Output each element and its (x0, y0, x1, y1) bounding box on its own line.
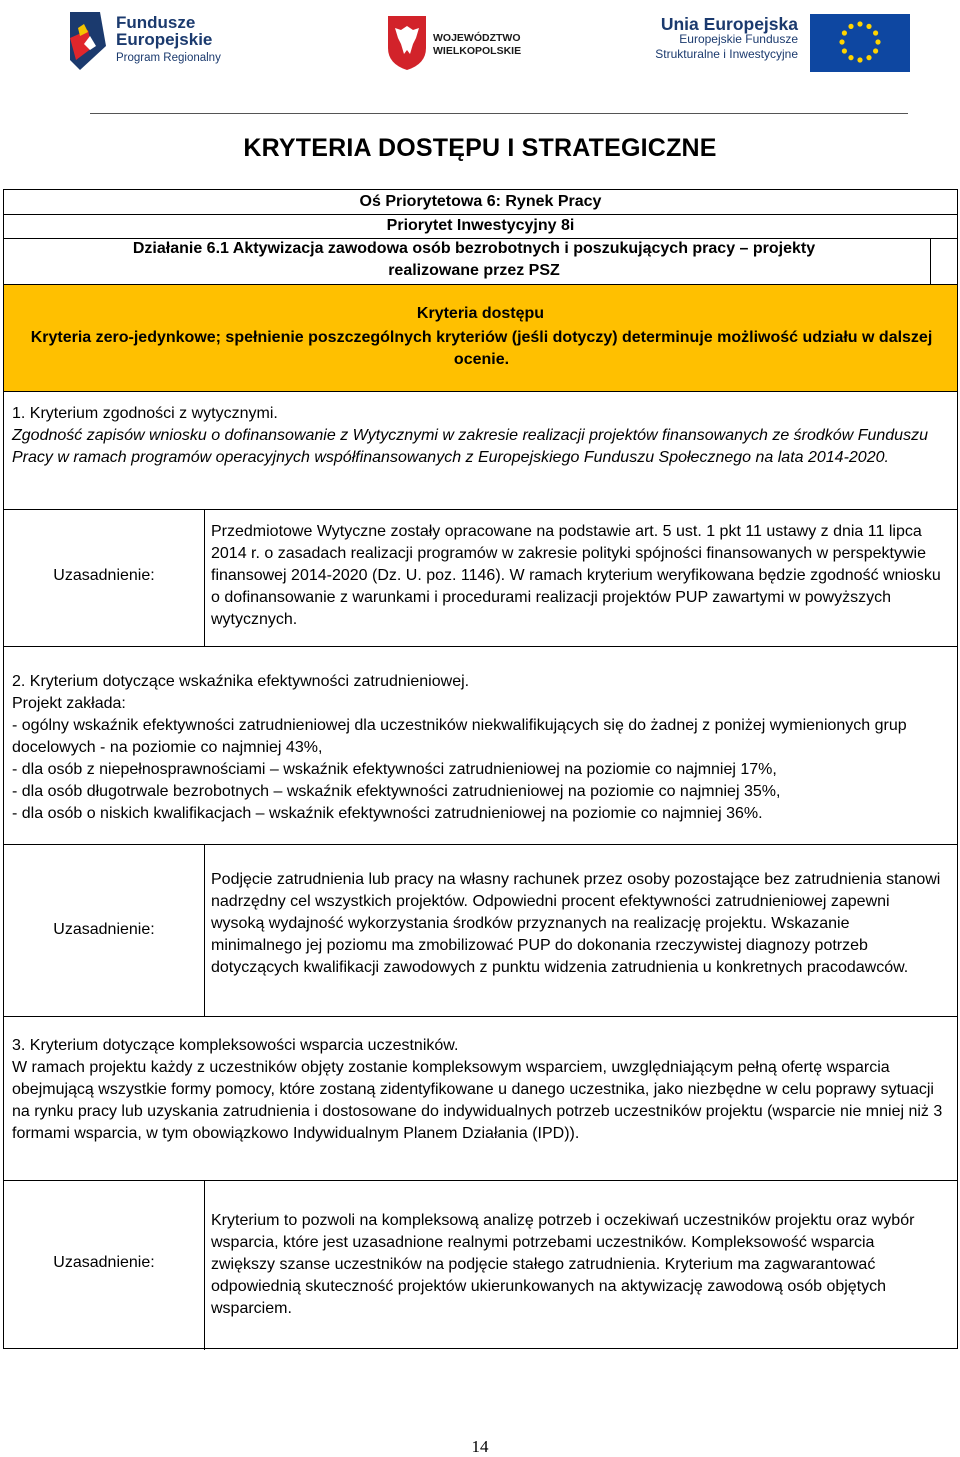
row-divider (4, 844, 957, 845)
header-divider (90, 113, 908, 114)
logo-ww-line1: WOJEWÓDZTWO (433, 32, 521, 44)
row-divider (4, 1180, 957, 1181)
action-title (44, 238, 904, 282)
logo-fe-line2: Europejskie (116, 30, 213, 49)
fundusze-europejskie-logo (66, 10, 246, 74)
cell-divider (204, 509, 205, 646)
logo-ww-line2: WIELKOPOLSKIE (433, 45, 522, 57)
row-divider (4, 1016, 957, 1017)
criterion-1 (12, 403, 947, 469)
logo-ue-line3: Strukturalne i Inwestycyjne (655, 47, 798, 61)
criterion-1-title: 1. Kryterium zgodności z wytycznymi. (12, 405, 278, 422)
fundusze-europejskie-emblem-icon (66, 10, 110, 74)
priority-axis: Oś Priorytetowa 6: Rynek Pracy (359, 193, 602, 210)
criterion-3-body: W ramach projektu każdy z uczestników objęty zostanie kompleksowym wsparciem, uwzględniającym pełną ofertę wsparcia obejmującą wszystkie formy pomocy, które zostaną zidentyfikowane u danego uczestnika, jako niezbędne w celu poprawy sytuacji na rynku pracy lub uzyskania zatrudnienia i dostosowane do indywidualnych potrzeb uczestników projektu (wsparcie nie mniej niż 3 formami wsparcia, w tym obowiązkowo Indywidualnym Planem Działania (IPD)). (12, 1059, 943, 1142)
cell-divider (204, 844, 205, 1016)
cell-divider (930, 238, 931, 284)
page-title: KRYTERIA DOSTĘPU I STRATEGICZNE (243, 134, 717, 162)
row-divider (4, 214, 957, 215)
criterion-2-item: - dla osób o niskich kwalifikacjach – wskaźnik efektywności zatrudnieniowej na poziomie co najmniej 36%. (12, 805, 763, 822)
action-title-line2: realizowane przez PSZ (388, 262, 560, 279)
criterion-3-title: 3. Kryterium dotyczące kompleksowości wsparcia uczestników. (12, 1037, 459, 1054)
criterion-1-body: Zgodność zapisów wniosku o dofinansowanie z Wytycznymi w zakresie realizacji projektów finansowanych ze środków Funduszu Pracy w ramach programów operacyjnych współfinansowanych z Europejskiego Funduszu Społecznego na lata 2014-2020. (12, 427, 928, 466)
eu-flag-icon (810, 14, 910, 72)
action-title-line1: Działanie 6.1 Aktywizacja zawodowa osób bezrobotnych i poszukujących pracy – projekty (132, 240, 816, 257)
row-divider (4, 509, 957, 510)
logo-ue-line2: Europejskie Fundusze (679, 32, 798, 46)
justification-label-1: Uzasadnienie: (53, 567, 155, 584)
access-criteria-band (4, 284, 957, 392)
criterion-2-title: 2. Kryterium dotyczące wskaźnika efektywności zatrudnieniowej. (12, 673, 470, 690)
header-logos (0, 0, 960, 96)
logo-fe-line1: Fundusze (116, 13, 196, 32)
criterion-2-item: - ogólny wskaźnik efektywności zatrudnieniowej dla uczestników niekwalifikujących się do żadnej z poniżej wymienionych grup docelowych - na poziomie co najmniej 43%, (12, 717, 907, 756)
criterion-2-item: - dla osób długotrwale bezrobotnych – wskaźnik efektywności zatrudnieniowej na poziomie co najmniej 35%, (12, 783, 781, 800)
investment-priority: Priorytet Inwestycyjny 8i (386, 217, 575, 234)
justification-label-3: Uzasadnienie: (53, 1254, 155, 1271)
access-criteria-description: Kryteria zero-jedynkowe; spełnienie poszczególnych kryteriów (jeśli dotyczy) determinuje możliwość udziału w dalszej ocenie. (30, 329, 933, 368)
wojewodztwo-wielkopolskie-logo (386, 14, 536, 74)
logo-fe-line3: Program Regionalny (116, 52, 221, 64)
justification-2: Podjęcie zatrudnienia lub pracy na własny rachunek przez osoby pozostające bez zatrudnienia stanowi nadrzędny cel wszystkich projektów. Odpowiedni procent efektywności zatrudnieniowej zapewni wysoką wydajność wykorzystania środków przyznanych na realizację projektu. Wskazanie minimalnego jej poziomu ma zmobilizować PUP do dokonania rzeczywistej diagnozy potrzeb dotyczących kwalifikacji zawodowych z punktu widzenia zatrudnienia u konkretnych pracodawców. (211, 871, 941, 976)
criterion-2-item: - dla osób z niepełnosprawnościami – wskaźnik efektywności zatrudnieniowej na poziomie co najmniej 17%, (12, 761, 777, 778)
justification-3: Kryterium to pozwoli na kompleksową analizę potrzeb i oczekiwań uczestników projektu oraz wybór wsparcia, które jest uzasadnione realnymi potrzebami uczestników. Kompleksowość wsparcia zwiększy szanse uczestników na podjęcie stałego zatrudnienia. Kryterium ma zagwarantować odpowiednią skuteczność projektów ukierunkowanych na aktywizację zawodową osób objętych wsparciem. (211, 1212, 915, 1317)
unia-europejska-logo (655, 14, 910, 74)
logo-ue-line1: Unia Europejska (660, 14, 798, 34)
cell-divider (204, 1180, 205, 1350)
criterion-2-intro: Projekt zakłada: (12, 695, 126, 712)
criterion-2 (12, 671, 947, 825)
page-number: 14 (471, 1437, 489, 1456)
justification-label-2: Uzasadnienie: (53, 921, 155, 938)
criteria-table (3, 189, 958, 1349)
access-criteria-heading: Kryteria dostępu (416, 305, 545, 322)
row-divider (4, 646, 957, 647)
justification-1: Przedmiotowe Wytyczne zostały opracowane na podstawie art. 5 ust. 1 pkt 11 ustawy z dnia 11 lipca 2014 r. o zasadach realizacji programów w zakresie polityki spójności finansowanych w perspektywie finansowej 2014-2020 (Dz. U. poz. 1146). W ramach kryterium weryfikowana będzie zgodność wniosku o dofinansowanie z warunkami i procedurami realizacji projektów PUP zawartymi w powyższych wytycznych. (211, 523, 941, 628)
eagle-shield-icon (386, 14, 428, 72)
criterion-3 (12, 1035, 947, 1145)
